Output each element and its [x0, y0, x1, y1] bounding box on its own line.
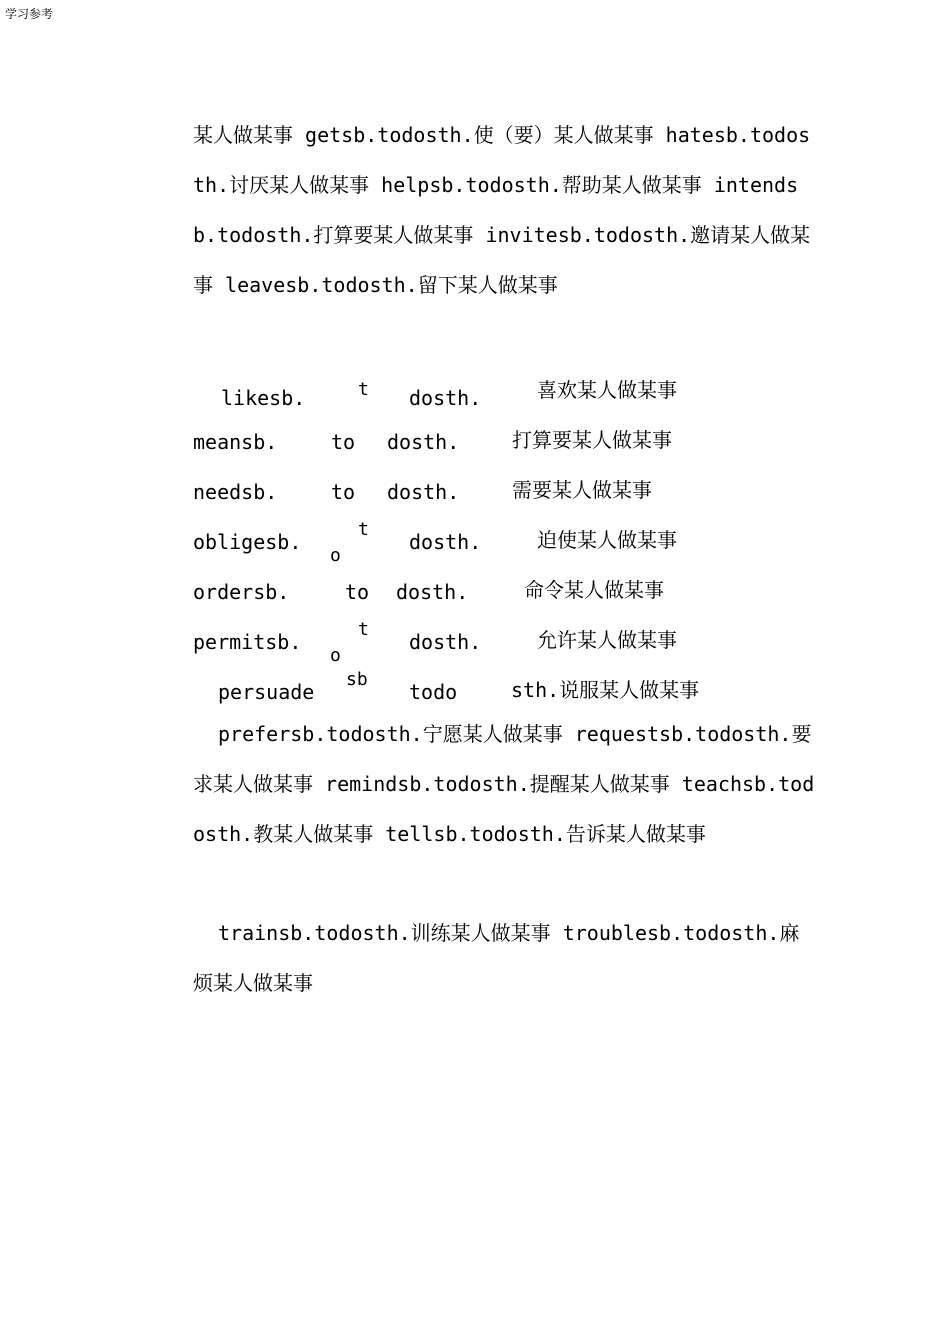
to-top-cell: t	[358, 379, 369, 400]
object-cell: dosth.	[387, 480, 460, 504]
object-cell: dosth.	[409, 530, 482, 554]
verb-cell: needsb.	[193, 480, 278, 504]
meaning-cell: 命令某人做某事	[524, 578, 664, 602]
to-top-cell: to	[345, 580, 370, 604]
paragraph-intro: 某人做某事 getsb.todosth.使（要）某人做某事 hatesb.todosth.讨厌某人做某事 helpsb.todosth.帮助某人做某事 intendsb.todosth.打算要某人做某事 invitesb.todosth.邀请某人做某事 leavesb.todosth.留下某人做某事	[193, 123, 811, 297]
table-row	[0, 519, 950, 578]
table-row	[0, 428, 950, 478]
verb-cell: likesb.	[221, 386, 306, 410]
meaning-cell: 允许某人做某事	[537, 628, 677, 652]
to-bottom-cell: o	[330, 645, 341, 666]
table-row	[0, 578, 950, 628]
table-row	[0, 478, 950, 528]
meaning-cell: sth.说服某人做某事	[511, 678, 700, 702]
to-bottom-cell: o	[330, 545, 341, 566]
meaning-cell: 喜欢某人做某事	[537, 378, 677, 402]
verb-cell: meansb.	[193, 430, 278, 454]
object-cell: dosth.	[409, 630, 482, 654]
paragraph-middle: prefersb.todosth.宁愿某人做某事 requestsb.todosth.要求某人做某事 remindsb.todosth.提醒某人做某事 teachsb.todosth.教某人做某事 tellsb.todosth.告诉某人做某事	[193, 722, 815, 846]
verb-cell: ordersb.	[193, 580, 290, 604]
meaning-cell: 需要某人做某事	[512, 478, 652, 502]
to-top-cell: to	[331, 430, 356, 454]
object-cell: todo	[409, 680, 458, 704]
object-cell: dosth.	[387, 430, 460, 454]
to-top-cell: t	[358, 619, 369, 640]
to-top-cell: to	[331, 480, 356, 504]
table-row	[0, 380, 950, 430]
meaning-cell: 迫使某人做某事	[537, 528, 677, 552]
object-cell: dosth.	[409, 386, 482, 410]
meaning-cell: 打算要某人做某事	[512, 428, 672, 452]
verb-cell: persuade	[218, 680, 315, 704]
verb-cell: obligesb.	[193, 530, 302, 554]
page-header-label: 学习参考	[5, 7, 54, 21]
verb-cell: permitsb.	[193, 630, 302, 654]
object-cell: dosth.	[396, 580, 469, 604]
to-top-cell: sb	[346, 669, 368, 690]
table-row	[0, 619, 950, 678]
paragraph-end: trainsb.todosth.训练某人做某事 troublesb.todosth.麻烦某人做某事	[193, 921, 800, 995]
to-top-cell: t	[358, 519, 369, 540]
